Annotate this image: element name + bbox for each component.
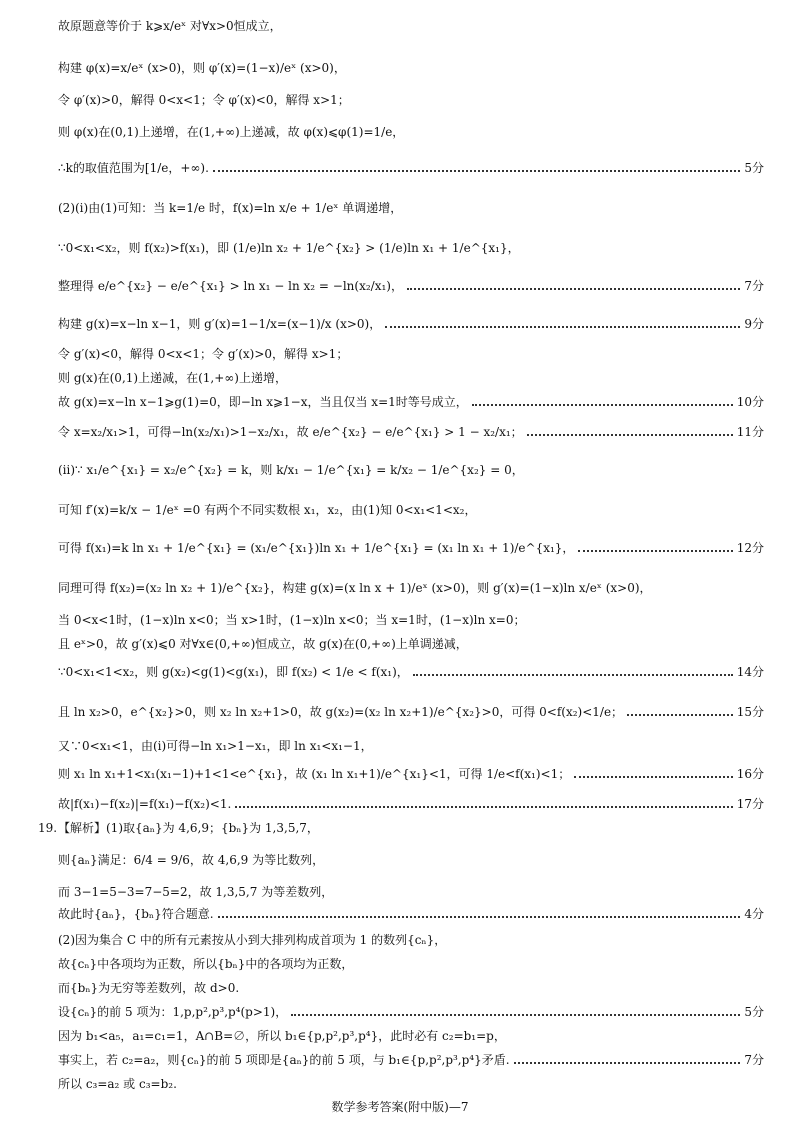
solution-line-scored: 构建 g(x)=x−ln x−1，则 g′(x)=1−1/x=(x−1)/x (x>0)， 9分 <box>58 317 764 331</box>
score-label: 5分 <box>744 161 764 175</box>
solution-line: 构建 φ(x)=x/eˣ (x>0)，则 φ′(x)=(1−x)/eˣ (x>0)， <box>58 61 346 75</box>
score-label: 17分 <box>736 797 764 811</box>
dot-leader <box>578 550 732 552</box>
score-label: 11分 <box>736 425 764 439</box>
solution-line-scored: 故|f(x₁)−f(x₂)|=f(x₁)−f(x₂)<1. 17分 <box>58 797 764 811</box>
dot-leader <box>385 326 740 328</box>
solution-line: (2)(ⅰ)由(1)可知：当 k=1/e 时，f(x)=ln x/e + 1/eˣ 单调递增， <box>58 201 403 215</box>
q19-line: 而{bₙ}为无穷等差数列，故 d>0. <box>58 981 240 995</box>
question-number: 19. <box>38 821 58 835</box>
page-footer: 数学参考答案(附中版)—7 <box>331 1100 469 1114</box>
solution-line: 又∵0<x₁<1，由(ⅰ)可得−ln x₁>1−x₁，即 ln x₁<x₁−1， <box>58 739 373 753</box>
dot-leader <box>213 170 740 172</box>
solution-line-scored: 整理得 e/e^{x₂} − e/e^{x₁} > ln x₁ − ln x₂ = −ln(x₂/x₁)， 7分 <box>58 279 764 293</box>
score-label: 5分 <box>744 1005 764 1019</box>
solution-line: 可知 f′(x)=k/x − 1/eˣ =0 有两个不同实数根 x₁，x₂，由(1)知 0<x₁<1<x₂， <box>58 503 477 517</box>
solution-line: 当 0<x<1时，(1−x)ln x<0；当 x>1时，(1−x)ln x<0；当 x=1时，(1−x)ln x=0； <box>58 613 526 627</box>
solution-line-scored: ∴k的取值范围为[1/e，+∞). 5分 <box>58 161 764 175</box>
dot-leader <box>514 1062 741 1064</box>
solution-line: ∵0<x₁<x₂，则 f(x₂)>f(x₁)，即 (1/e)ln x₂ + 1/e^{x₂} > (1/e)ln x₁ + 1/e^{x₁}， <box>58 241 520 255</box>
q19-line-scored: 事实上，若 c₂=a₂，则{cₙ}的前 5 项即是{aₙ}的前 5 项，与 b₁∈{p,p²,p³,p⁴}矛盾. 7分 <box>58 1053 764 1067</box>
dot-leader <box>472 404 733 406</box>
dot-leader <box>291 1014 740 1016</box>
q19-line-scored: 故此时{aₙ}，{bₙ}符合题意. 4分 <box>58 907 764 921</box>
score-label: 14分 <box>736 665 764 679</box>
solution-line-scored: 可得 f(x₁)=k ln x₁ + 1/e^{x₁} = (x₁/e^{x₁})ln x₁ + 1/e^{x₁} = (x₁ ln x₁ + 1)/e^{x₁}， 12分 <box>58 541 764 555</box>
solution-line: (ⅱ)∵ x₁/e^{x₁} = x₂/e^{x₂} = k，则 k/x₁ − 1/e^{x₁} = k/x₂ − 1/e^{x₂} = 0， <box>58 463 524 477</box>
solution-line: 同理可得 f(x₂)=(x₂ ln x₂ + 1)/e^{x₂}，构建 g(x)=(x ln x + 1)/eˣ (x>0)，则 g′(x)=(1−x)ln x/eˣ (x>0)， <box>58 581 652 595</box>
solution-line: 令 φ′(x)>0，解得 0<x<1；令 φ′(x)<0，解得 x>1； <box>58 93 350 107</box>
dot-leader <box>218 916 741 918</box>
solution-line: 则 g(x)在(0,1)上递减，在(1,+∞)上递增， <box>58 371 287 385</box>
score-label: 12分 <box>736 541 764 555</box>
solution-line-scored: 令 x=x₂/x₁>1，可得−ln(x₂/x₁)>1−x₂/x₁，故 e/e^{x₂} − e/e^{x₁} > 1 − x₂/x₁； 11分 <box>58 425 764 439</box>
q19-line: 而 3−1=5−3=7−5=2，故 1,3,5,7 为等差数列， <box>58 885 334 899</box>
solution-line-scored: 且 ln x₂>0，e^{x₂}>0，则 x₂ ln x₂+1>0，故 g(x₂)=(x₂ ln x₂+1)/e^{x₂}>0，可得 0<f(x₂)<1/e； 15分 <box>58 705 764 719</box>
dot-leader <box>627 714 733 716</box>
score-label: 7分 <box>744 279 764 293</box>
dot-leader <box>527 434 733 436</box>
score-label: 7分 <box>744 1053 764 1067</box>
q19-line: 则{aₙ}满足：6/4 = 9/6，故 4,6,9 为等比数列， <box>58 853 325 867</box>
score-label: 15分 <box>736 705 764 719</box>
q19-line: 因为 b₁<a₅，a₁=c₁=1，A∩B=∅，所以 b₁∈{p,p²,p³,p⁴}，此时必有 c₂=b₁=p， <box>58 1029 506 1043</box>
dot-leader <box>574 776 732 778</box>
solution-line-scored: 则 x₁ ln x₁+1<x₁(x₁−1)+1<1<e^{x₁}，故 (x₁ ln x₁+1)/e^{x₁}<1，可得 1/e<f(x₁)<1； 16分 <box>58 767 764 781</box>
q19-line: (2)因为集合 C 中的所有元素按从小到大排列构成首项为 1 的数列{cₙ}， <box>58 933 447 947</box>
solution-line: 故原题意等价于 k⩾x/eˣ 对∀x>0恒成立， <box>58 19 282 33</box>
score-label: 10分 <box>736 395 764 409</box>
dot-leader <box>235 806 732 808</box>
score-label: 4分 <box>744 907 764 921</box>
dot-leader <box>407 288 740 290</box>
solution-line-scored: 故 g(x)=x−ln x−1⩾g(1)=0，即−ln x⩾1−x，当且仅当 x=1时等号成立， 10分 <box>58 395 764 409</box>
q19-line: 所以 c₃=a₂ 或 c₃=b₂. <box>58 1077 177 1091</box>
q19-line: 故{cₙ}中各项均为正数，所以{bₙ}中的各项均为正数， <box>58 957 354 971</box>
q19-line: 【解析】(1)取{aₙ}为 4,6,9；{bₙ}为 1,3,5,7， <box>58 821 319 835</box>
score-label: 9分 <box>744 317 764 331</box>
score-label: 16分 <box>736 767 764 781</box>
solution-line-scored: ∵0<x₁<1<x₂，则 g(x₂)<g(1)<g(x₁)，即 f(x₂) < 1/e < f(x₁)， 14分 <box>58 665 764 679</box>
solution-line: 则 φ(x)在(0,1)上递增，在(1,+∞)上递减，故 φ(x)⩽φ(1)=1/e， <box>58 125 405 139</box>
dot-leader <box>413 674 733 676</box>
solution-line: 且 eˣ>0，故 g′(x)⩽0 对∀x∈(0,+∞)恒成立，故 g(x)在(0,+∞)上单调递减， <box>58 637 468 651</box>
q19-line-scored: 设{cₙ}的前 5 项为：1,p,p²,p³,p⁴(p>1)， 5分 <box>58 1005 764 1019</box>
solution-line: 令 g′(x)<0，解得 0<x<1；令 g′(x)>0，解得 x>1； <box>58 347 349 361</box>
